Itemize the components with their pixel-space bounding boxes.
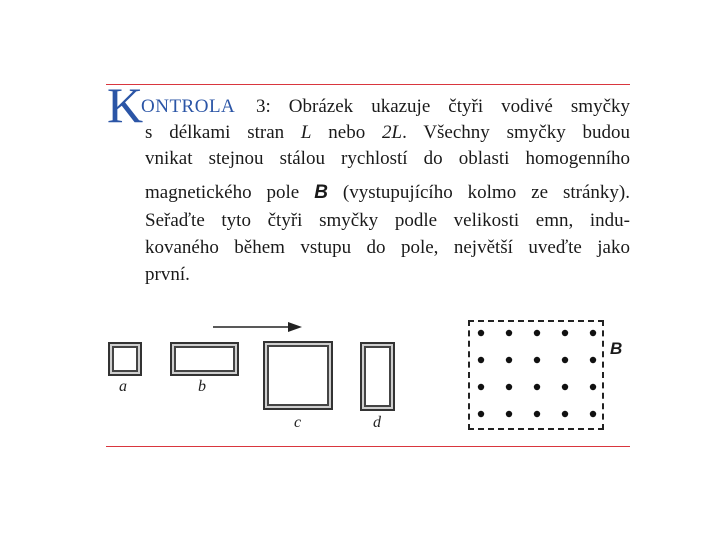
field-dot (590, 357, 596, 363)
question-line-3: vnikat stejnou stálou rychlostí do oblasti homogenního (145, 148, 630, 169)
field-label-B: B (610, 339, 623, 358)
field-dot (534, 384, 540, 390)
field-dot (534, 330, 540, 336)
field-dot (506, 330, 512, 336)
line4-text-b: (vystupujícího kolmo ze stránky). (342, 182, 631, 203)
vector-B: B (314, 182, 328, 203)
velocity-arrow-icon (210, 318, 305, 338)
question-line-1: 3: Obrázek ukazuje čtyři vodivé smyčky (256, 96, 630, 117)
question-line-5: Seřaďte tyto čtyři smyčky podle velikosti emn, indu- (145, 210, 630, 231)
field-dot (506, 411, 512, 417)
field-dot (534, 411, 540, 417)
line2-text-c: . Všechny smyčky budou (402, 122, 630, 143)
magnetic-field-region (468, 320, 604, 430)
field-dot (590, 411, 596, 417)
question-line-7: první. (145, 264, 190, 285)
field-dot (506, 357, 512, 363)
loop-c (263, 341, 333, 410)
field-dot (534, 357, 540, 363)
field-dot (562, 384, 568, 390)
field-dot (562, 357, 568, 363)
heading-title: ONTROLA (141, 96, 236, 117)
field-dots (470, 322, 602, 428)
loop-a-label: a (119, 378, 127, 395)
line2-text-b: nebo (328, 122, 366, 143)
question-line-2 (145, 121, 630, 145)
field-dot (590, 330, 596, 336)
top-divider (106, 84, 630, 85)
heading-initial: K (107, 77, 144, 133)
field-dot (590, 384, 596, 390)
question-line-4 (145, 181, 630, 205)
field-dot (478, 330, 484, 336)
loop-a (108, 342, 142, 376)
field-dot (562, 330, 568, 336)
line2-text-a: s délkami stran (145, 122, 285, 143)
line4-text-a: magnetického pole (145, 182, 300, 203)
field-dot (562, 411, 568, 417)
bottom-divider (106, 446, 630, 447)
field-dot (478, 384, 484, 390)
loop-d-label: d (373, 414, 381, 431)
loop-c-label: c (294, 414, 302, 431)
field-dot (478, 357, 484, 363)
field-dot (506, 384, 512, 390)
loop-d (360, 342, 395, 411)
field-dot (478, 411, 484, 417)
loop-b (170, 342, 239, 376)
side-length-2L: 2L (382, 122, 403, 143)
question-line-6: kovaného během vstupu do pole, největší uveďte jako (145, 237, 630, 258)
loop-b-label: b (198, 378, 206, 395)
side-length-L: L (300, 122, 312, 143)
